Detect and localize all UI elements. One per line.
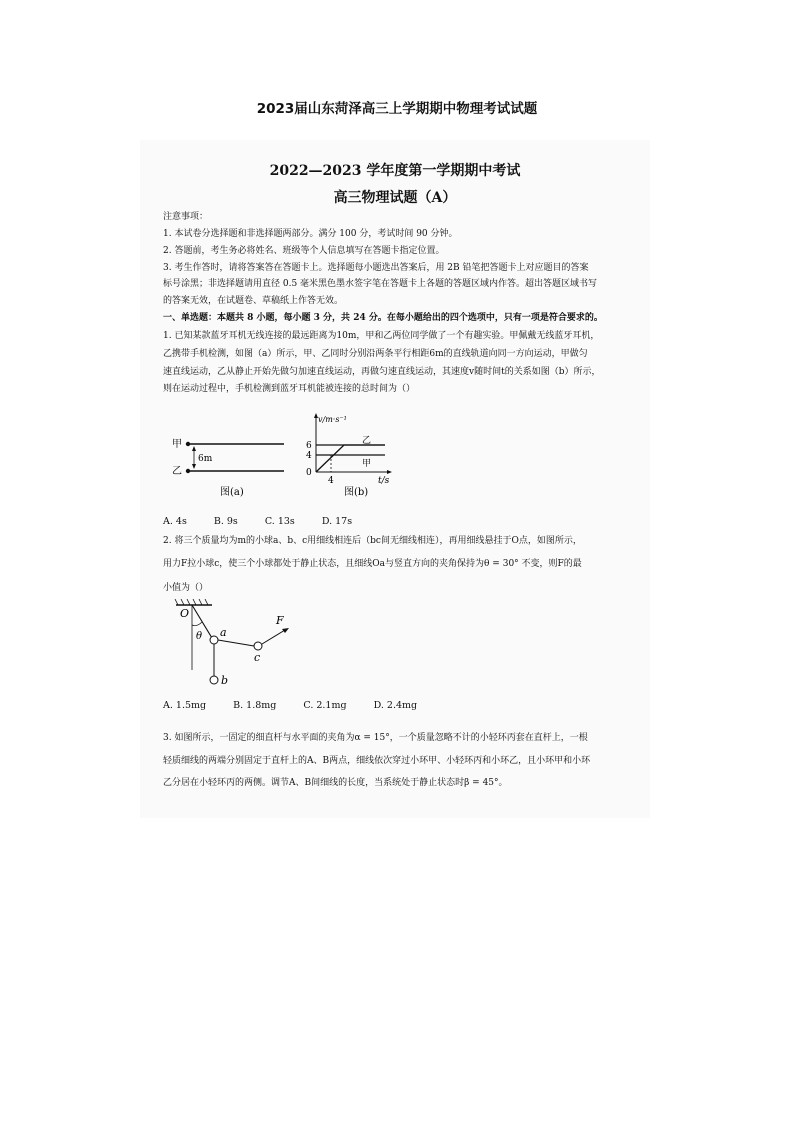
notice-item-3-cont-1: 标号涂黑；非选择题请用直径 0.5 毫米黑色墨水签字笔在答题卡上各题的答题区域内作答。超出答题区域书写 xyxy=(163,279,598,289)
q1-line-4: 则在运动过程中，手机检测到蓝牙耳机能被连接的总时间为（） xyxy=(163,384,416,394)
notice-item-3-cont-2: 的答案无效，在试题卷、草稿纸上作答无效。 xyxy=(163,296,344,306)
fig-b-tick-0: 0 xyxy=(306,468,312,478)
notice-item-2: 2. 答题前，考生务必将姓名、班级等个人信息填写在答题卡指定位置。 xyxy=(163,246,445,256)
q1-option-c[interactable]: C. 13s xyxy=(264,516,295,527)
q2-option-c[interactable]: C. 2.1mg xyxy=(303,700,347,711)
q1-line-1: 1. 已知某款蓝牙耳机无线连接的最远距离为10m，甲和乙两位同学做了一个有趣实验。甲佩戴无线蓝牙耳机， xyxy=(163,331,600,341)
q2-fig-label-o: O xyxy=(180,607,190,620)
q1-figure-b xyxy=(300,410,395,502)
fig-b-xlabel: t/s xyxy=(378,476,390,486)
fig-b-tick-4: 4 xyxy=(306,451,312,461)
q1-options xyxy=(163,516,376,527)
q1-option-b[interactable]: B. 9s xyxy=(213,516,238,527)
exam-subtitle: 高三物理试题（A） xyxy=(333,190,457,206)
document-title: 2023届山东菏泽高三上学期期中物理考试试题 xyxy=(256,101,538,117)
q1-line-3: 速直线运动，乙从静止开始先做匀加速直线运动，再做匀速直线运动，其速度v随时间t的关系如图（b）所示， xyxy=(163,367,601,377)
fig-a-label-yi: 乙 xyxy=(172,466,182,477)
fig-b-ylabel: v/m·s⁻¹ xyxy=(318,415,347,424)
q1-option-d[interactable]: D. 17s xyxy=(321,516,353,527)
q2-fig-label-theta: θ xyxy=(196,631,203,642)
q2-figure xyxy=(168,595,308,690)
q1-option-a[interactable]: A. 4s xyxy=(163,516,187,527)
q2-option-b[interactable]: B. 1.8mg xyxy=(233,700,277,711)
section1-heading: 一、单选题：本题共 8 小题，每小题 3 分，共 24 分。在每小题给出的四个选项中，只有一项是符合要求的。 xyxy=(163,313,603,323)
fig-a-distance: 6m xyxy=(198,454,213,464)
notice-heading: 注意事项： xyxy=(163,212,209,222)
q2-fig-label-c: c xyxy=(254,651,261,664)
q2-fig-label-b: b xyxy=(221,674,229,687)
q1-figure-a xyxy=(168,432,288,502)
notice-item-1: 1. 本试卷分选择题和非选择题两部分。满分 100 分，考试时间 90 分钟。 xyxy=(163,229,458,239)
q3-line-1: 3. 如图所示，一固定的细直杆与水平面的夹角为α = 15°，一个质量忽略不计的小轻环丙套在直杆上，一根 xyxy=(163,733,588,743)
q2-fig-label-a: a xyxy=(220,626,227,639)
fig-b-label-yi: 乙 xyxy=(362,436,372,446)
exam-title: 2022—2023 学年度第一学期期中考试 xyxy=(269,163,521,179)
q2-line-1: 2. 将三个质量均为m的小球a、b、c用细线相连后（bc间无细线相连），再用细线悬挂于O点，如图所示， xyxy=(163,536,582,546)
q2-fig-label-f: F xyxy=(276,614,284,627)
q2-options xyxy=(163,700,441,711)
q1-line-2: 乙携带手机检测，如图（a）所示，甲、乙同时分别沿两条平行相距6m的直线轨道向同一方向运动，甲做匀 xyxy=(163,349,588,359)
q2-line-2: 用力F拉小球c，使三个小球都处于静止状态，且细线Oa与竖直方向的夹角保持为θ = 30° 不变，则F的最 xyxy=(163,559,582,569)
q3-line-2: 轻质细线的两端分别固定于直杆上的A、B两点，细线依次穿过小环甲、小轻环丙和小环乙，且小环甲和小环 xyxy=(163,756,591,766)
notice-item-3: 3. 考生作答时，请将答案答在答题卡上。选择题每小题选出答案后，用 2B 铅笔把答题卡上对应题目的答案 xyxy=(163,263,589,273)
fig-b-tick-t4: 4 xyxy=(328,476,334,486)
fig-b-label-jia: 甲 xyxy=(362,459,372,469)
fig-b-tick-6: 6 xyxy=(306,441,312,451)
q2-line-3: 小值为（） xyxy=(163,583,209,593)
fig-a-caption: 图(a) xyxy=(220,487,244,498)
q2-option-a[interactable]: A. 1.5mg xyxy=(163,700,207,711)
fig-b-caption: 图(b) xyxy=(344,487,369,498)
q3-line-3: 乙分居在小轻环丙的两侧。调节A、B间细线的长度，当系统处于静止状态时β = 45°。 xyxy=(163,778,508,788)
q2-option-d[interactable]: D. 2.4mg xyxy=(373,700,418,711)
fig-a-label-jia: 甲 xyxy=(172,439,182,450)
